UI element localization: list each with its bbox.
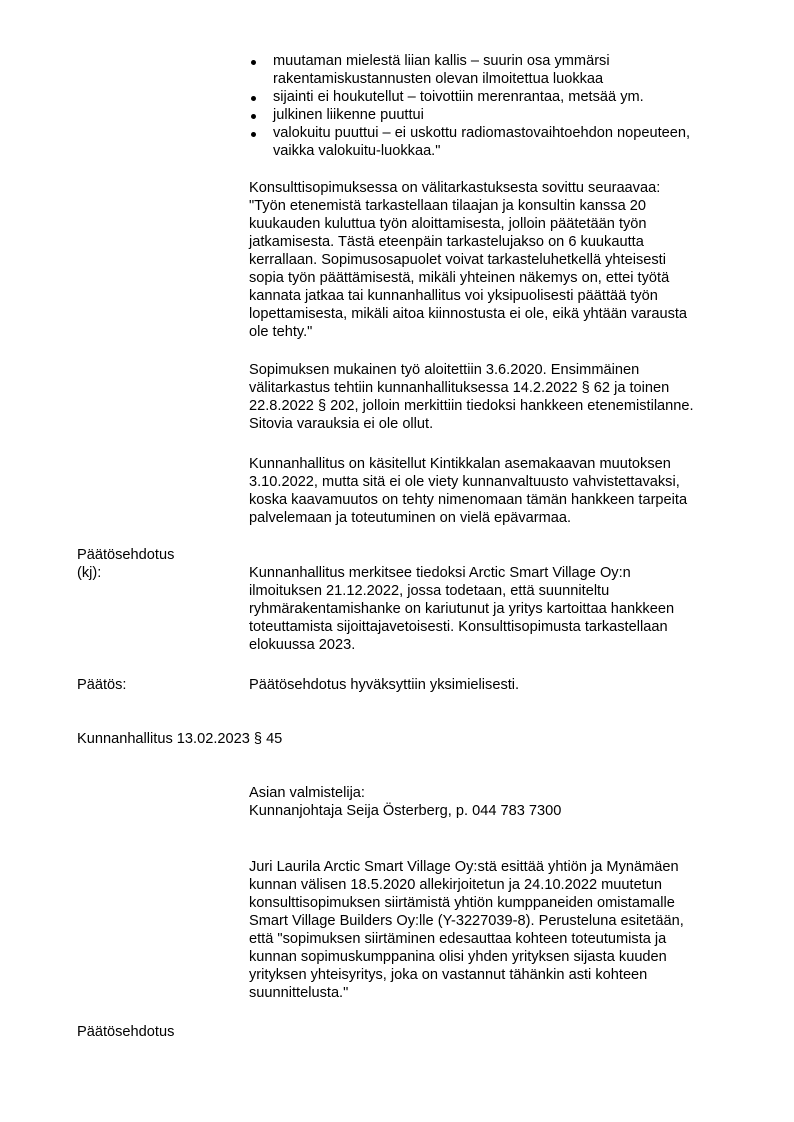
text-line: kunnan välisen 18.5.2020 allekirjoitetun ja 24.10.2022 muutetun bbox=[249, 877, 662, 893]
text-line: "Työn etenemistä tarkastellaan tilaajan ja konsultin kanssa 20 bbox=[249, 198, 647, 214]
bullet-item-text: julkinen liikenne puuttui bbox=[273, 107, 424, 123]
paragraph-transfer-request bbox=[249, 858, 739, 1002]
text-line: 3.10.2022, mutta sitä ei ole viety kunnanvaltuusto vahvistettavaksi, bbox=[249, 474, 680, 490]
text-line: Kunnanhallitus on käsitellut Kintikkalan asemakaavan muutoksen bbox=[249, 456, 671, 472]
text-line: kunnan sopimuskumppanina olisi yhden yrityksen sijasta kuuden bbox=[249, 949, 667, 965]
section-header: Kunnanhallitus 13.02.2023 § 45 bbox=[77, 731, 283, 747]
bullet-item-text: vaikka valokuitu-luokkaa." bbox=[273, 143, 441, 159]
text-line: Sopimuksen mukainen työ aloitettiin 3.6.2020. Ensimmäinen bbox=[249, 362, 640, 378]
paragraph-proposal bbox=[249, 564, 739, 654]
decision-text: Päätösehdotus hyväksyttiin yksimielisesti. bbox=[249, 677, 520, 693]
text-line: sopia työn päättämisestä, mikäli yhteinen näkemys on, ettei työtä bbox=[249, 270, 670, 286]
bullet-item-text: muutaman mielestä liian kallis – suurin osa ymmärsi bbox=[273, 53, 610, 69]
text-line: koska kaavamuutos on tehty nimenomaan tämän hankkeen tarpeita bbox=[249, 492, 688, 508]
text-line: yrityksen yhteisyritys, joka on vastannut tähänkin asti kohteen bbox=[249, 967, 648, 983]
label-kj: (kj): bbox=[77, 565, 102, 581]
paragraph-consultant-agreement bbox=[249, 179, 739, 341]
text-line: kerrallaan. Sopimusosapuolet voivat tarkasteluhetkellä yhteisesti bbox=[249, 252, 666, 268]
label-proposal-2: Päätösehdotus bbox=[77, 1024, 175, 1040]
label-decision: Päätös: bbox=[77, 677, 127, 693]
text-line: konsulttisopimuksen siirtämistä yhtiön kumppaneiden omistamalle bbox=[249, 895, 675, 911]
bullet-item-text: sijainti ei houkutellut – toivottiin merenrantaa, metsää ym. bbox=[273, 89, 644, 105]
text-line: Kunnanhallitus merkitsee tiedoksi Arctic Smart Village Oy:n bbox=[249, 565, 631, 581]
paragraph-zoning-status bbox=[249, 455, 739, 527]
bullet-icon bbox=[251, 60, 256, 65]
text-line: 22.8.2022 § 202, jolloin merkittiin tiedoksi hankkeen etenemistilanne. bbox=[249, 398, 694, 414]
text-line: ole tehty." bbox=[249, 324, 313, 340]
bullet-item-text: rakentamiskustannusten olevan ilmoitettua luokkaa bbox=[273, 71, 604, 87]
preparer-name: Kunnanjohtaja Seija Österberg, p. 044 783 7300 bbox=[249, 803, 562, 819]
text-line: Smart Village Builders Oy:lle (Y-3227039-8). Perusteluna esitetään, bbox=[249, 913, 684, 929]
text-line: välitarkastus tehtiin kunnanhallituksessa 14.2.2022 § 62 ja toinen bbox=[249, 380, 670, 396]
text-line: Sitovia varauksia ei ole ollut. bbox=[249, 416, 434, 432]
text-line: jatkamisesta. Tästä eteenpäin tarkastelujakso on 6 kuukautta bbox=[249, 234, 644, 250]
text-line: kuukauden kuluttua työn aloittamisesta, jolloin päätetään työn bbox=[249, 216, 647, 232]
paragraph-agreement-progress bbox=[249, 361, 739, 433]
text-line: suunnittelusta." bbox=[249, 985, 349, 1001]
text-line: ilmoituksen 21.12.2022, jossa todetaan, että suunniteltu bbox=[249, 583, 610, 599]
text-line: lopettamisesta, mikäli aitoa kiinnostusta ei ole, eikä yhtään varausta bbox=[249, 306, 688, 322]
text-line: toteuttamista sijoittajavetoisesti. Konsulttisopimusta tarkastellaan bbox=[249, 619, 668, 635]
text-line: Juri Laurila Arctic Smart Village Oy:stä esittää yhtiön ja Mynämäen bbox=[249, 859, 679, 875]
text-line: Konsulttisopimuksessa on välitarkastuksesta sovittu seuraavaa: bbox=[249, 180, 661, 196]
text-line: kannata jatkaa tai kunnanhallitus voi yksipuolisesti päättää työn bbox=[249, 288, 658, 304]
bullet-icon bbox=[251, 96, 256, 101]
bullet-icon bbox=[251, 132, 256, 137]
text-line: että "sopimuksen siirtäminen edesauttaa kohteen toteutumista ja bbox=[249, 931, 667, 947]
text-line: elokuussa 2023. bbox=[249, 637, 356, 653]
text-line: palvelemaan ja toteutuminen on vielä epävarmaa. bbox=[249, 510, 572, 526]
preparer-label: Asian valmistelija: bbox=[249, 785, 365, 801]
bullet-icon bbox=[251, 114, 256, 119]
text-line: ryhmärakentamishanke on kariutunut ja yritys kartoittaa hankkeen bbox=[249, 601, 675, 617]
bullet-item-text: valokuitu puuttui – ei uskottu radiomastovaihtoehdon nopeuteen, bbox=[273, 125, 691, 141]
label-proposal: Päätösehdotus bbox=[77, 547, 175, 563]
